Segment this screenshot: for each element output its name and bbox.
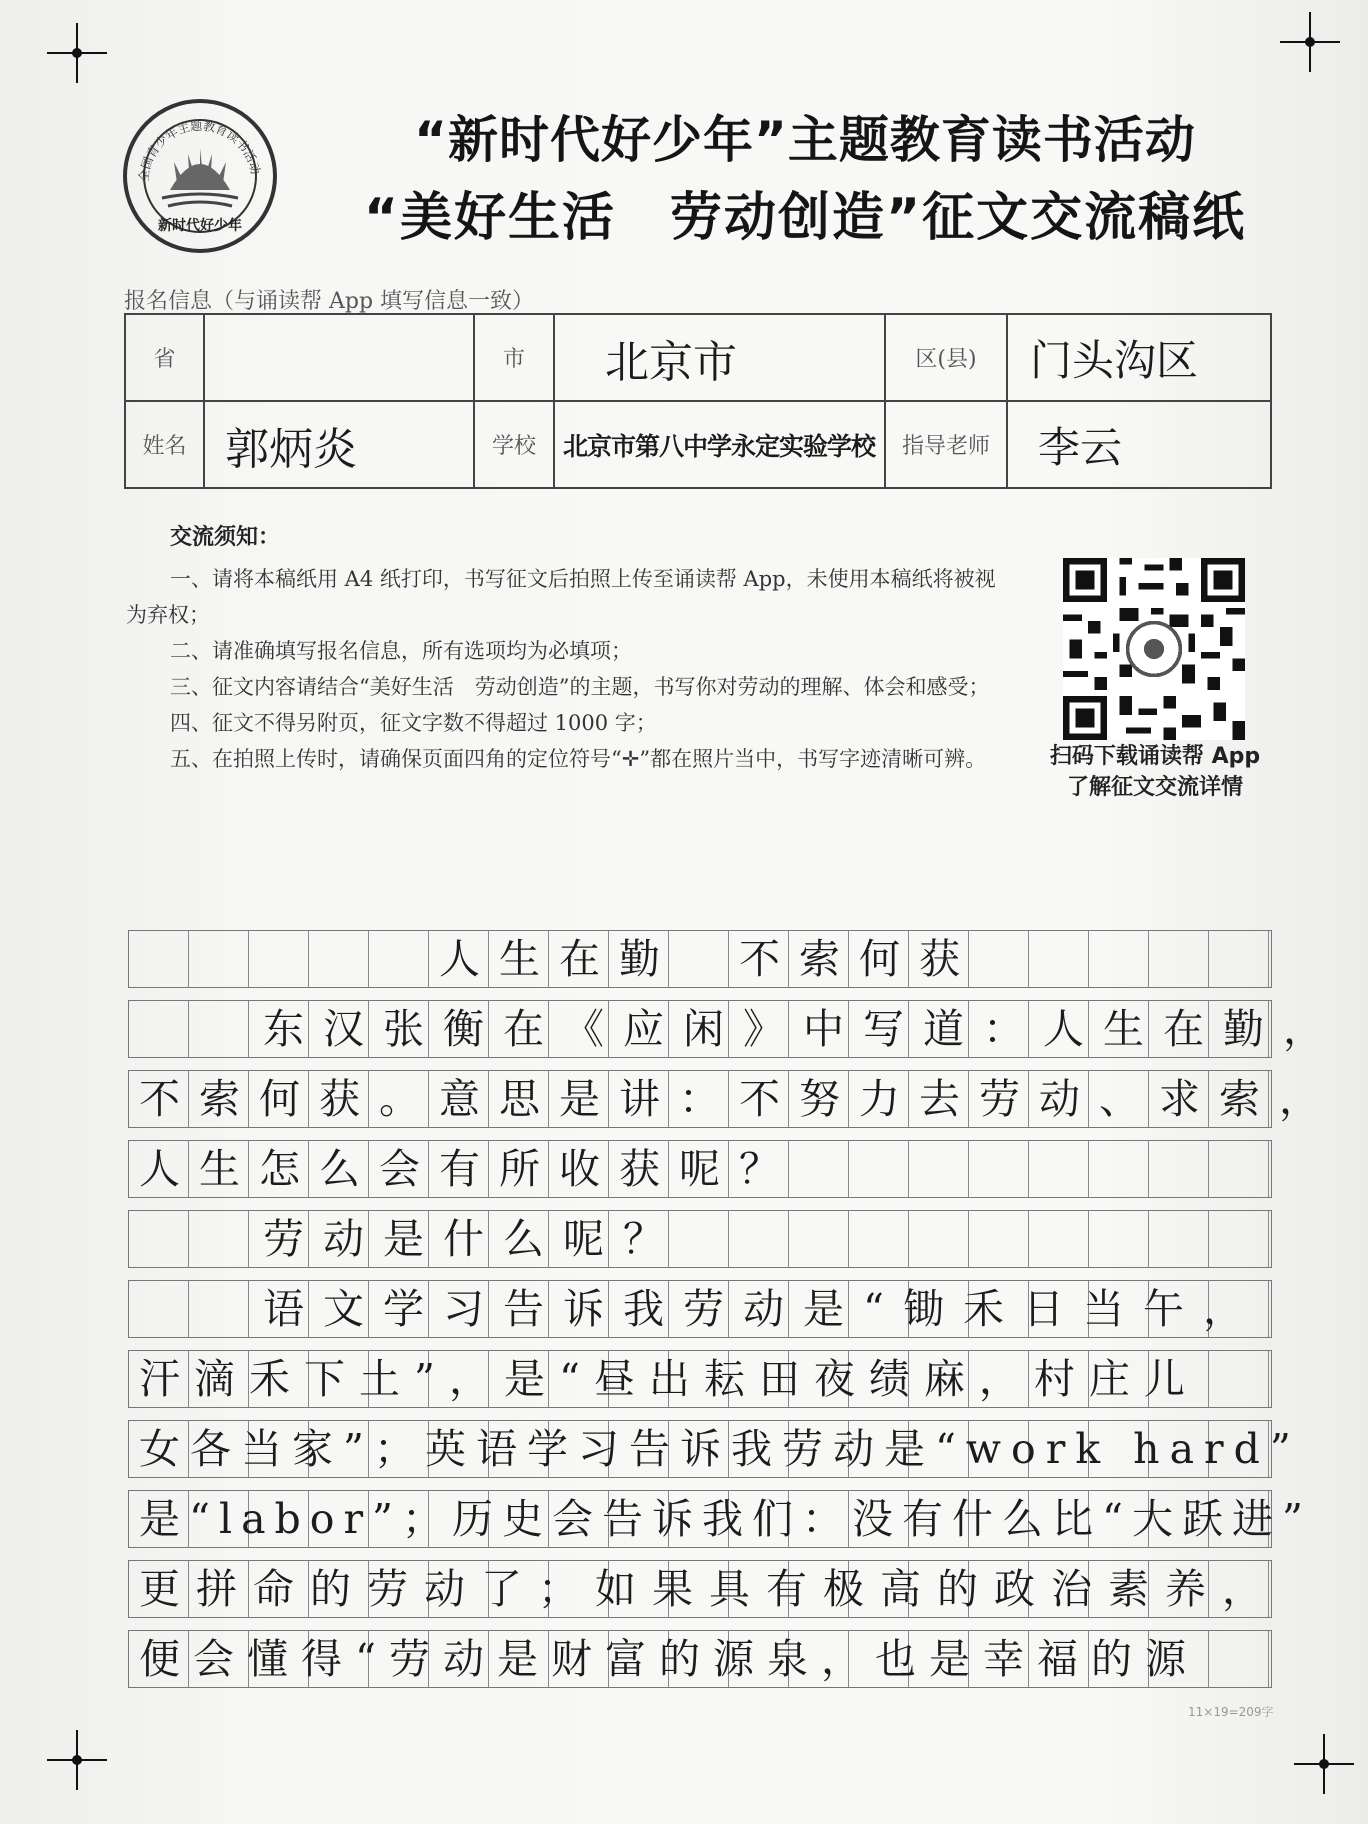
grid-row: [128, 1140, 1272, 1198]
grid-row: [128, 930, 1272, 988]
school-field[interactable]: 北京市第八中学永定实验学校: [554, 401, 885, 488]
registration-label: 报名信息（与诵读帮 App 填写信息一致）: [124, 289, 535, 314]
notice-item: 四、征文不得另附页，征文字数不得超过 1000 字；: [170, 711, 657, 735]
notice-item: 三、征文内容请结合“美好生活 劳动创造”的主题，书写你对劳动的理解、体会和感受；: [170, 675, 990, 699]
page-title-line2: “美好生活 劳动创造”征文交流稿纸: [363, 188, 1247, 248]
name-label: 姓名: [125, 401, 204, 488]
exchange-notice: [126, 520, 1011, 777]
name-field[interactable]: 郭炳炎: [204, 401, 474, 488]
qr-caption-line1: 扫码下载诵读帮 App: [1049, 744, 1261, 769]
logo-arc-text: 全国青少年主题教育读书活动: [136, 118, 263, 183]
province-field[interactable]: [204, 314, 474, 401]
page-title-line1: “新时代好少年”主题教育读书活动: [414, 111, 1196, 169]
district-label: 区(县): [885, 314, 1007, 401]
grid-row: [128, 1630, 1272, 1688]
grid-row: [128, 1560, 1279, 1618]
essay-line: 东汉张衡在《应闲》中写道：人生在勤，: [263, 1005, 1343, 1053]
logo-bottom-text: 新时代好少年: [158, 218, 242, 234]
registration-table: [124, 313, 1272, 489]
essay-line: 更拼命的劳动了；如果具有极高的政治素养，: [139, 1565, 1279, 1613]
essay-line: 语文学习告诉我劳动是“锄禾日当午，: [263, 1285, 1263, 1333]
grid-row: [128, 1350, 1272, 1408]
essay-line: 劳动是什么呢？: [263, 1215, 683, 1263]
district-field[interactable]: 门头沟区: [1007, 314, 1271, 401]
grid-row: [128, 1210, 1272, 1268]
grid-row: [128, 1000, 1343, 1058]
notice-item: 一、请将本稿纸用 A4 纸打印，书写征文后拍照上传至诵读帮 App，未使用本稿纸将被视为弃权；: [126, 567, 996, 627]
grid-row: [128, 1490, 1312, 1548]
notice-title: 交流须知：: [170, 525, 281, 550]
grid-row: [128, 1280, 1272, 1338]
grid-row: [128, 1420, 1301, 1478]
province-label: 省: [125, 314, 204, 401]
teacher-field[interactable]: 李云: [1007, 401, 1271, 488]
city-field[interactable]: 北京市: [554, 314, 885, 401]
qr-code-icon: [1063, 558, 1245, 740]
qr-caption-line2: 了解征文交流详情: [1066, 775, 1243, 800]
writing-grid: [128, 930, 1343, 1700]
grid-row: [128, 1070, 1339, 1128]
essay-line: 汗滴禾下土”，是“昼出耘田夜绩麻，村庄儿: [139, 1355, 1199, 1403]
essay-line: 女各当家”；英语学习告诉我劳动是“work hard”: [139, 1425, 1301, 1473]
essay-line: 便会懂得“劳动是财富的源泉，也是幸福的源: [139, 1635, 1199, 1683]
notice-item: 二、请准确填写报名信息，所有选项均为必填项；: [170, 639, 632, 663]
essay-line: 人生怎么会有所收获呢？: [139, 1145, 799, 1193]
city-label: 市: [474, 314, 554, 401]
corner-register-mark-bottom-right: [1294, 1734, 1354, 1794]
school-label: 学校: [474, 401, 554, 488]
grid-capacity-note: 11×19=209字: [1188, 1705, 1274, 1719]
qr-caption: [1030, 741, 1280, 803]
corner-register-mark-bottom-left: [47, 1730, 107, 1790]
essay-line: 是“labor”；历史会告诉我们：没有什么比“大跃进”: [139, 1495, 1312, 1543]
essay-line: 不索何获。意思是讲：不努力去劳动、求索，: [139, 1075, 1339, 1123]
notice-item: 五、在拍照上传时，请确保页面四角的定位符号“✛”都在照片当中，书写字迹清晰可辨。: [170, 747, 987, 771]
essay-title: 人生在勤 不索何获: [439, 935, 979, 983]
corner-register-mark-top-right: [1280, 12, 1340, 72]
activity-logo: [122, 98, 278, 254]
teacher-label: 指导老师: [885, 401, 1007, 488]
corner-register-mark-top-left: [47, 23, 107, 83]
